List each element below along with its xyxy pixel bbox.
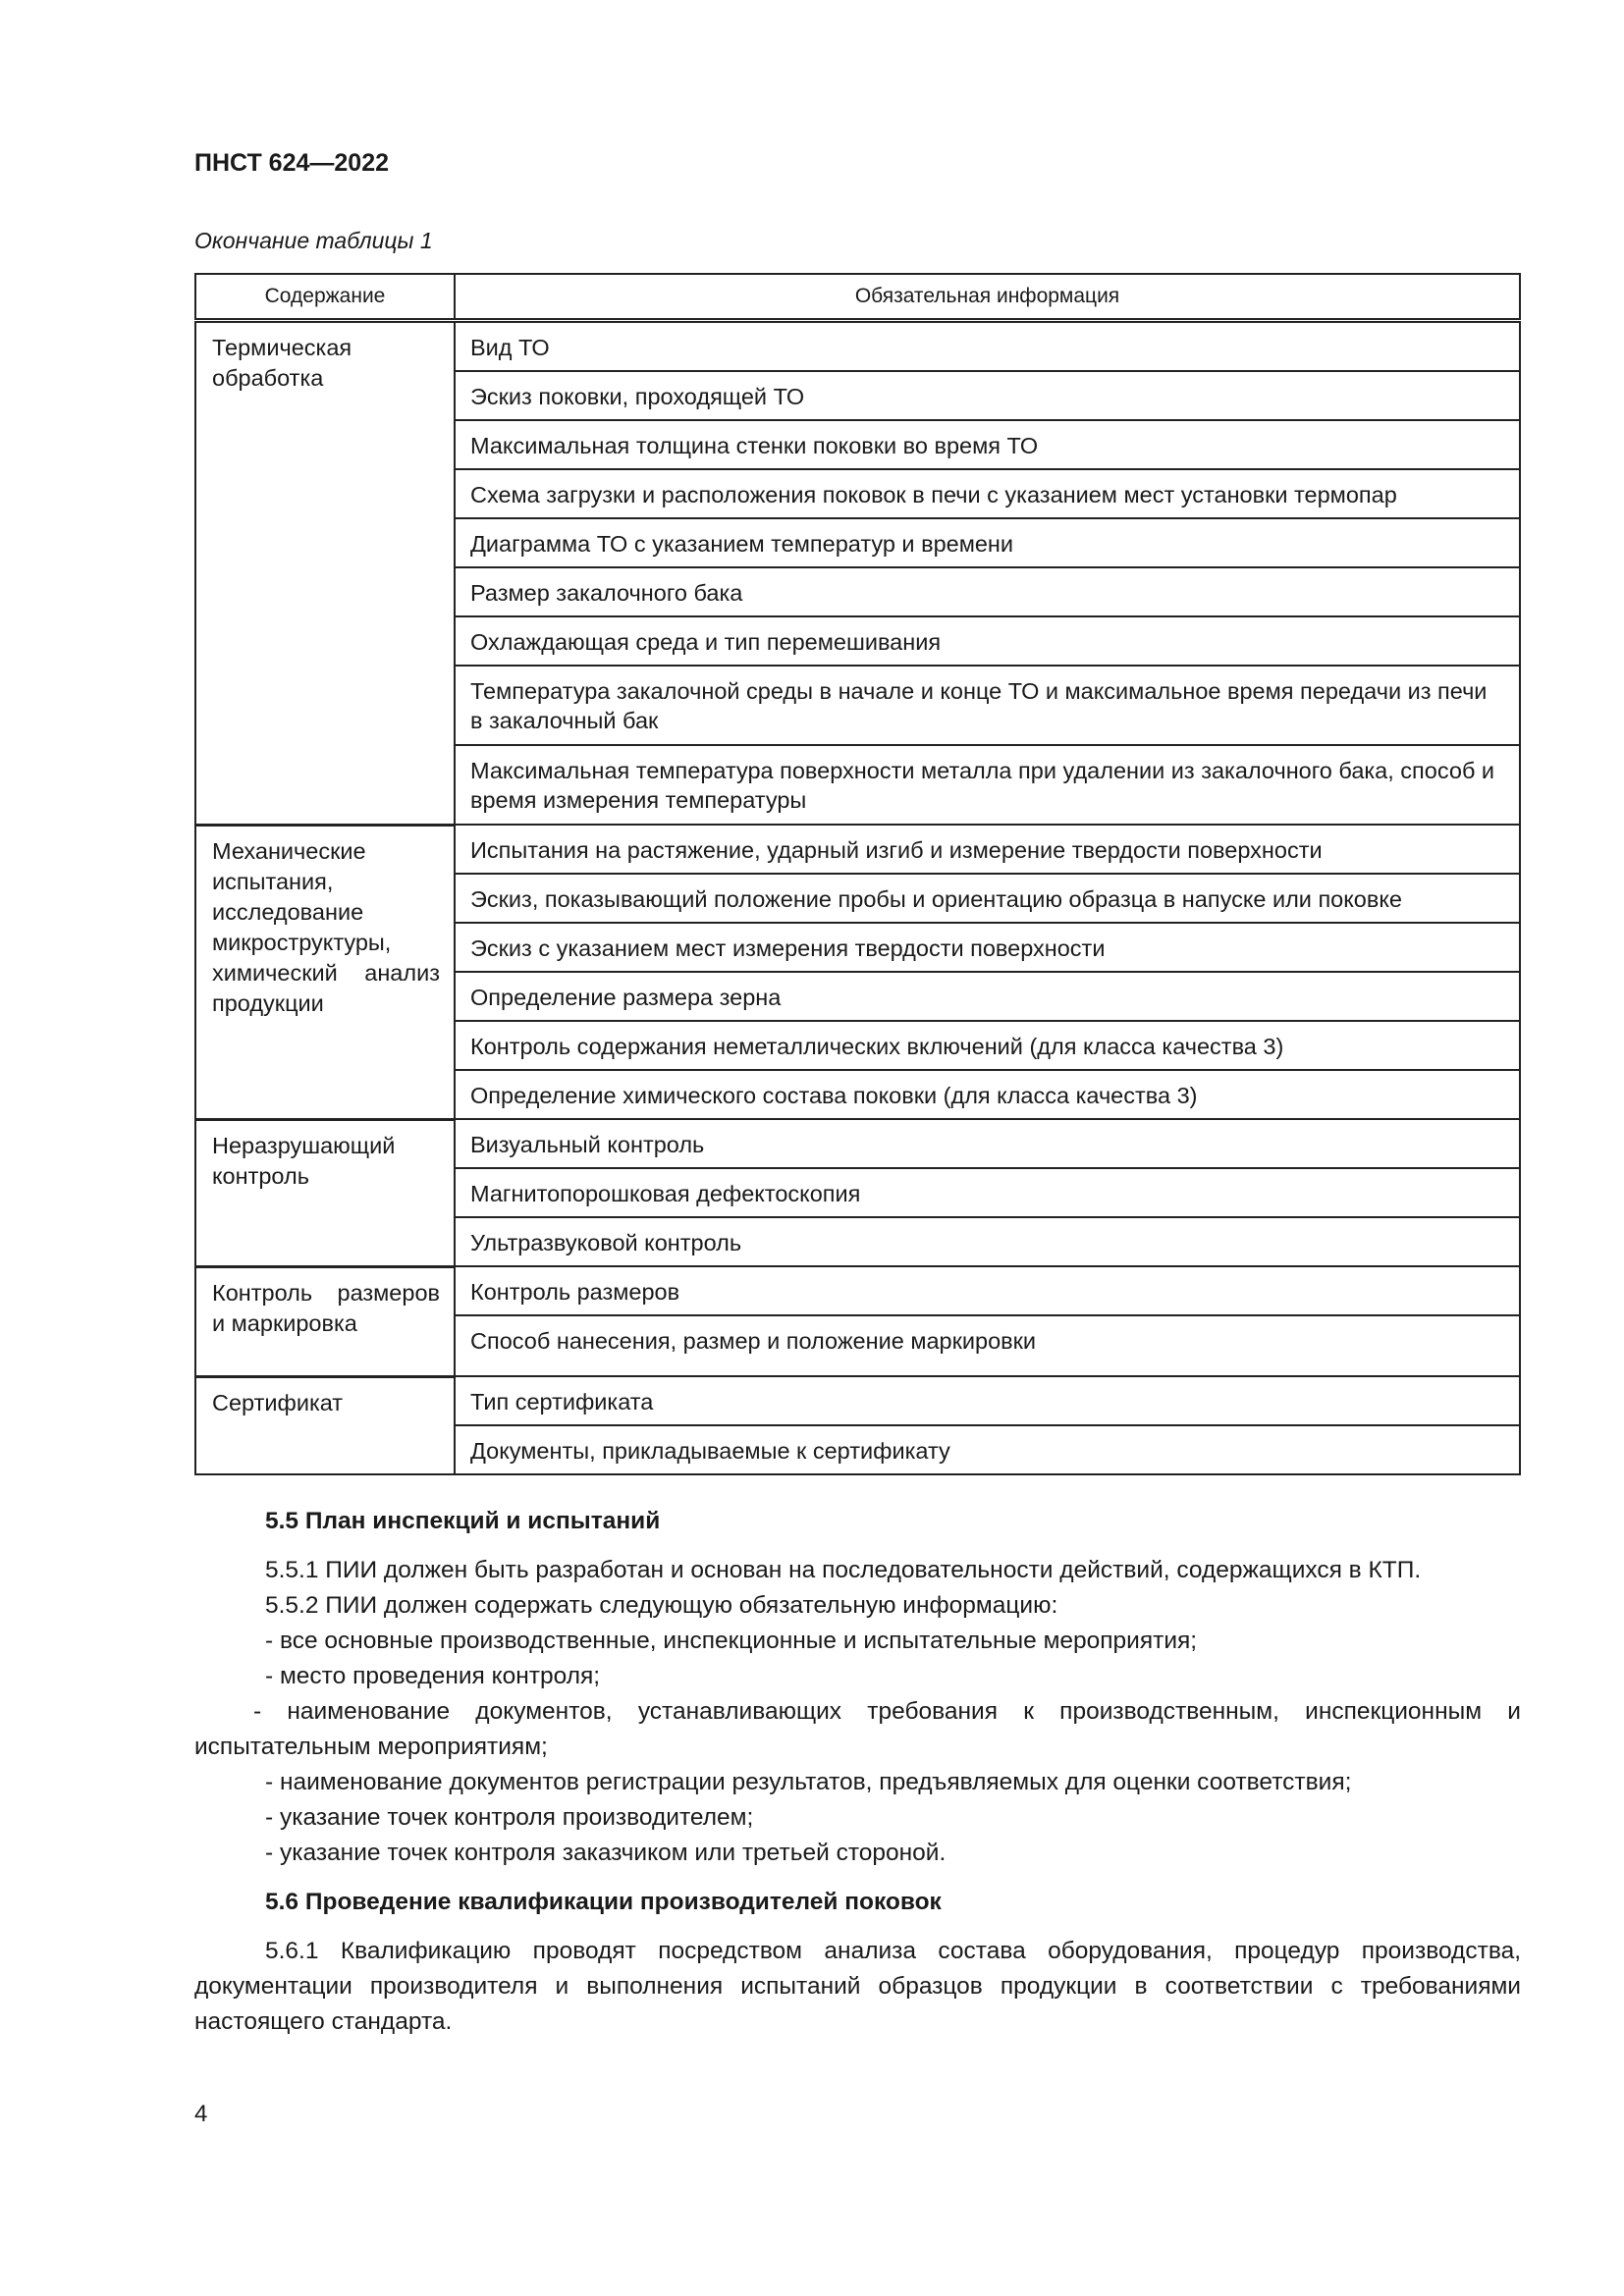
content-cell: Неразрушающий контроль: [195, 1119, 455, 1266]
info-cell: Максимальная температура поверхности металла при удалении из закалочного бака, способ и время измерения температуры: [455, 745, 1520, 825]
page-number: 4: [194, 2101, 208, 2127]
list-item: - указание точек контроля заказчиком или третьей стороной.: [265, 1840, 947, 1866]
info-cell: Способ нанесения, размер и положение маркировки: [455, 1315, 1520, 1376]
list-item: - наименование документов регистрации результатов, предъявляемых для оценки соответствия;: [265, 1769, 1352, 1795]
info-cell: Вид ТО: [455, 321, 1520, 372]
info-cell: Испытания на растяжение, ударный изгиб и измерение твердости поверхности: [455, 825, 1520, 874]
table-row: [195, 1266, 1520, 1315]
section-heading: 5.5 План инспекций и испытаний: [265, 1508, 661, 1534]
info-cell: Эскиз с указанием мест измерения твердости поверхности: [455, 923, 1520, 972]
paragraph: 5.6.1 Квалификацию проводят посредством анализа состава оборудования, процедур производства, документации производителя и выполнения испытаний образцов продукции в соответствии с требованиями настоящего стандарта.: [194, 1938, 1521, 2035]
info-cell: Тип сертификата: [455, 1376, 1520, 1425]
content-cell: Контроль размеров и маркировка: [195, 1266, 455, 1376]
content-cell: Термическая обработка: [195, 321, 455, 826]
requirements-table: [194, 273, 1521, 1475]
info-cell: Диаграмма ТО с указанием температур и времени: [455, 518, 1520, 567]
section-heading: 5.6 Проведение квалификации производителей поковок: [265, 1889, 942, 1915]
column-header: Обязательная информация: [455, 274, 1520, 321]
table-row: [195, 321, 1520, 372]
info-cell: Размер закалочного бака: [455, 567, 1520, 616]
paragraph: 5.5.2 ПИИ должен содержать следующую обязательную информацию:: [265, 1592, 1058, 1619]
info-cell: Магнитопорошковая дефектоскопия: [455, 1168, 1520, 1217]
info-cell: Эскиз поковки, проходящей ТО: [455, 371, 1520, 420]
info-cell: Контроль размеров: [455, 1266, 1520, 1315]
info-cell: Визуальный контроль: [455, 1119, 1520, 1168]
content-cell: Сертификат: [195, 1376, 455, 1474]
info-cell: Ультразвуковой контроль: [455, 1217, 1520, 1266]
table-caption: Окончание таблицы 1: [194, 228, 433, 253]
info-cell: Эскиз, показывающий положение пробы и ориентацию образца в напуске или поковке: [455, 874, 1520, 923]
list-item: - все основные производственные, инспекционные и испытательные мероприятия;: [265, 1628, 1198, 1654]
body-text: [194, 1500, 1521, 2040]
info-cell: Определение размера зерна: [455, 972, 1520, 1021]
column-header: Содержание: [195, 274, 455, 321]
table-row: [195, 1376, 1520, 1425]
paragraph: 5.5.1 ПИИ должен быть разработан и основан на последовательности действий, содержащихся в КТП.: [265, 1557, 1422, 1583]
info-cell: Схема загрузки и расположения поковок в печи с указанием мест установки термопар: [455, 469, 1520, 518]
info-cell: Контроль содержания неметаллических включений (для класса качества 3): [455, 1021, 1520, 1070]
list-item: - наименование документов, устанавливающих требования к производственным, инспекционным и испытательным мероприятиям;: [194, 1698, 1521, 1760]
content-cell: Механические испытания, исследование микроструктуры, химический анализ продукции: [195, 825, 455, 1119]
document-header: ПНСТ 624—2022: [194, 149, 389, 177]
info-cell: Охлаждающая среда и тип перемешивания: [455, 616, 1520, 666]
list-item: - место проведения контроля;: [265, 1663, 601, 1689]
list-item: - указание точек контроля производителем;: [265, 1804, 754, 1831]
info-cell: Температура закалочной среды в начале и конце ТО и максимальное время передачи из печи в закалочный бак: [455, 666, 1520, 745]
info-cell: Определение химического состава поковки (для класса качества 3): [455, 1070, 1520, 1119]
info-cell: Максимальная толщина стенки поковки во время ТО: [455, 420, 1520, 469]
table-row: [195, 1119, 1520, 1168]
info-cell: Документы, прикладываемые к сертификату: [455, 1425, 1520, 1474]
table-row: [195, 825, 1520, 874]
